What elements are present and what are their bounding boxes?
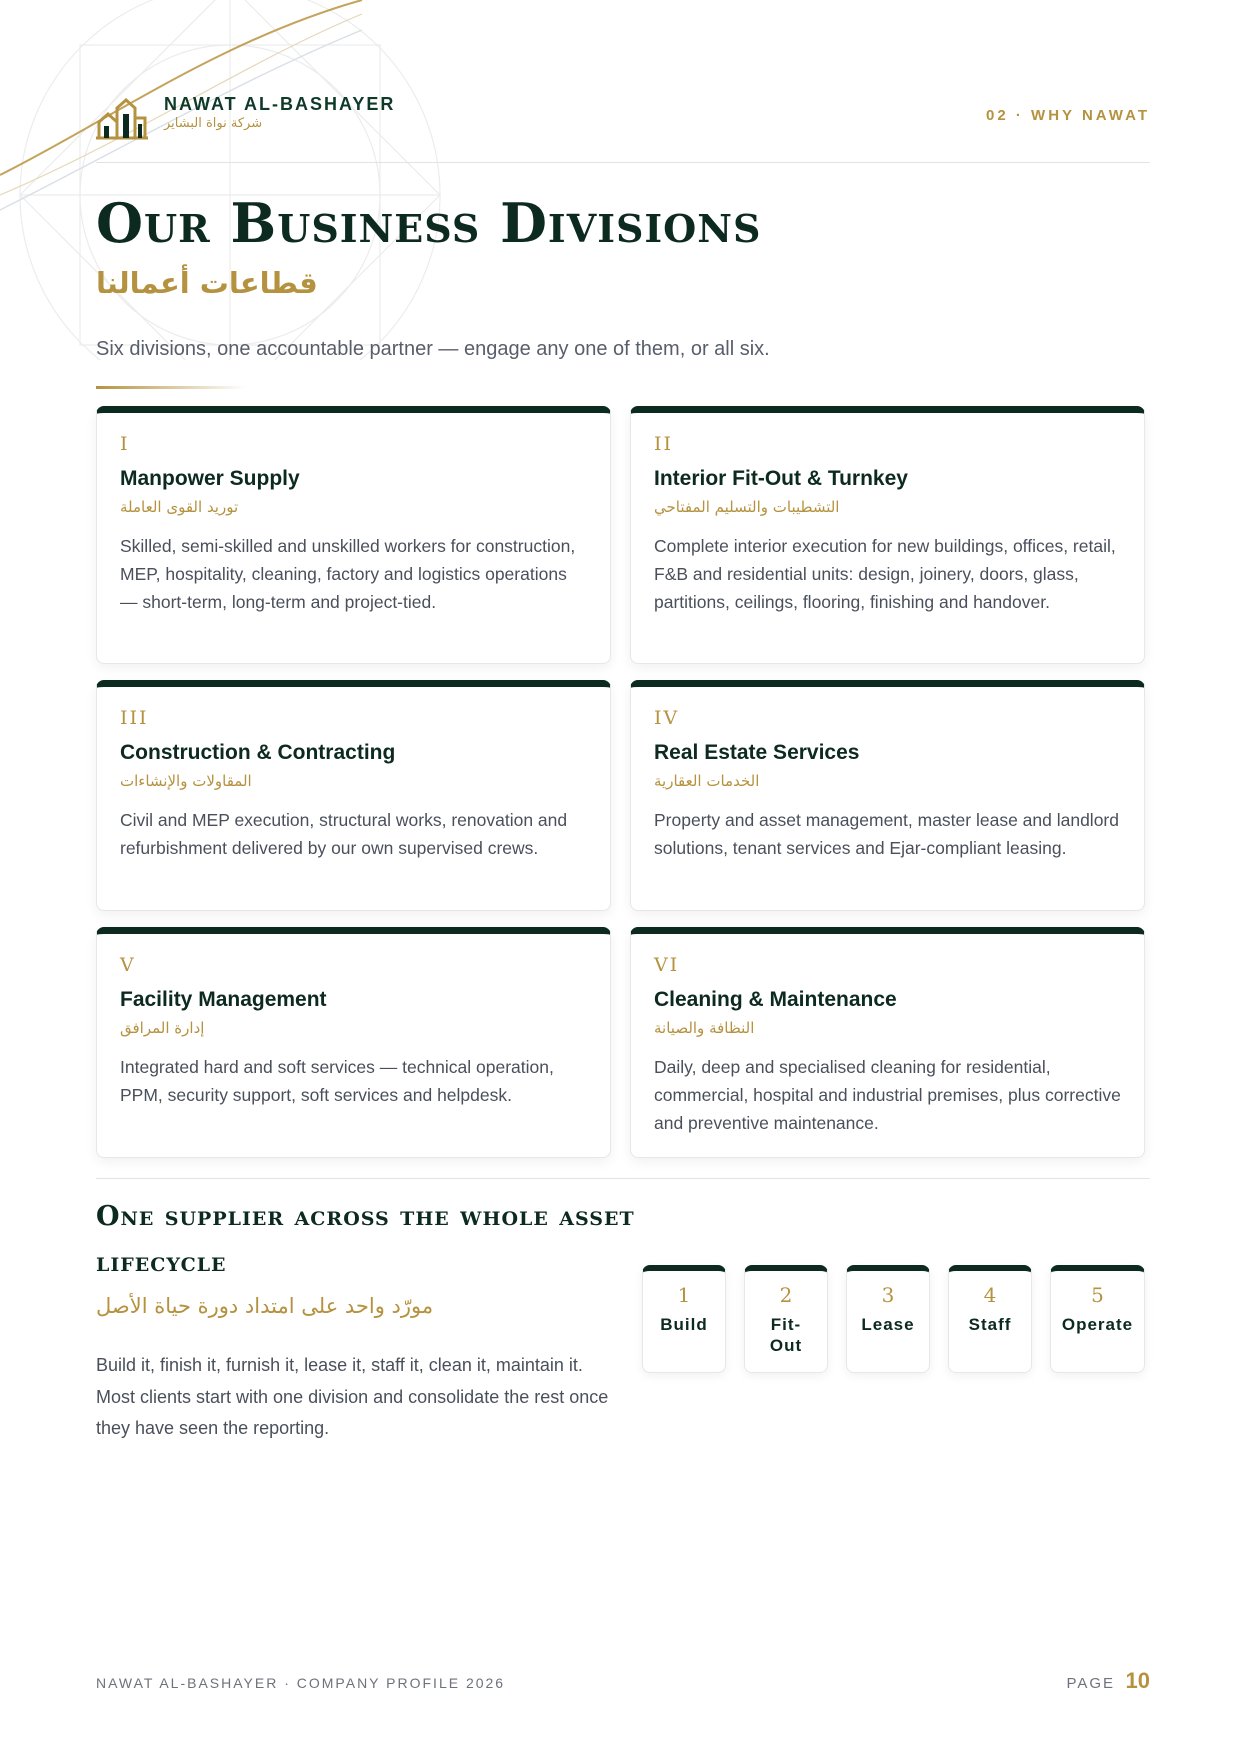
division-numeral: III (120, 707, 149, 729)
division-numeral: V (120, 954, 136, 976)
page-number: 10 (1125, 1668, 1150, 1693)
division-description: Daily, deep and specialised cleaning for residential, commercial, hospital and industrial premises, plus corrective and preventive maintenance. (654, 1057, 1121, 1134)
division-title-arabic: توريد القوى العاملة (120, 498, 239, 517)
step-number: 2 (779, 1283, 793, 1307)
division-title: Facility Management (120, 988, 327, 1011)
brand-name: NAWAT AL-BASHAYER (164, 94, 396, 114)
division-title: Cleaning & Maintenance (654, 988, 897, 1011)
division-card-manpower (96, 406, 611, 664)
division-card-interior (630, 406, 1145, 664)
division-title: Real Estate Services (654, 741, 860, 764)
step-label: Build (660, 1315, 708, 1334)
brand-name-arabic: شركة نواة البشاير (164, 116, 263, 131)
division-numeral: IV (654, 707, 680, 729)
footer-page-indicator (1066, 1668, 1150, 1694)
lifecycle-step-staff (948, 1265, 1032, 1373)
lifecycle-step-operate (1050, 1265, 1145, 1373)
step-label: Operate (1061, 1315, 1134, 1334)
step-label: Staff (968, 1315, 1012, 1334)
section-divider (96, 1178, 1150, 1179)
division-card-real-estate (630, 680, 1145, 911)
step-number: 3 (881, 1283, 895, 1307)
page-label: PAGE (1066, 1675, 1116, 1692)
accent-rule (96, 386, 246, 389)
decorative-geometry (0, 0, 460, 360)
section-tag: 02 · WHY NAWAT (986, 107, 1150, 124)
lifecycle-description: Build it, finish it, furnish it, lease it, staff it, clean it, maintain it. Most clients start with one division and consolidate the rest once they have seen the reporting. (96, 1355, 609, 1438)
division-numeral: VI (654, 954, 680, 976)
division-description: Skilled, semi-skilled and unskilled workers for construction, MEP, hospitality, cleaning, factory and logistics operations — short-term, long-term and project-tied. (120, 536, 576, 613)
division-numeral: I (120, 433, 130, 455)
lifecycle-title-arabic: مورّد واحد على امتداد دورة حياة الأصل (96, 1294, 434, 1318)
page-title: Our Business Divisions (96, 191, 762, 255)
division-card-construction (96, 680, 611, 911)
division-title-arabic: الخدمات العقارية (654, 772, 760, 791)
division-numeral: II (654, 433, 674, 455)
footer-document-title: NAWAT AL-BASHAYER · COMPANY PROFILE 2026 (96, 1675, 506, 1691)
lifecycle-step-fit-out (744, 1265, 828, 1373)
lifecycle-title: One supplier across the whole asset lifecycle (96, 1201, 635, 1278)
division-description: Civil and MEP execution, structural works, renovation and refurbishment delivered by our own supervised crews. (120, 810, 568, 859)
division-description: Property and asset management, master lease and landlord solutions, tenant services and Ejar-compliant leasing. (654, 810, 1119, 859)
step-label: Lease (861, 1315, 915, 1334)
division-title-arabic: إدارة المرافق (120, 1019, 205, 1038)
division-title-arabic: المقاولات والإنشاءات (120, 772, 252, 791)
company-logo-icon (96, 96, 148, 140)
lifecycle-step-lease (846, 1265, 930, 1373)
division-card-cleaning (630, 927, 1145, 1158)
division-title: Manpower Supply (120, 467, 300, 490)
division-title-arabic: النظافة والصيانة (654, 1019, 755, 1038)
step-number: 4 (983, 1283, 997, 1307)
header-divider (96, 162, 1150, 163)
division-title-arabic: التشطيبات والتسليم المفتاحي (654, 498, 840, 517)
step-label: Fit-Out (769, 1315, 803, 1355)
division-card-facility (96, 927, 611, 1158)
division-description: Complete interior execution for new buildings, offices, retail, F&B and residential units: design, joinery, doors, glass, partitions, ceilings, flooring, finishing and handover. (654, 536, 1116, 613)
page-title-arabic: قطاعات أعمالنا (96, 266, 318, 300)
step-number: 1 (677, 1283, 691, 1307)
lifecycle-step-build (642, 1265, 726, 1373)
division-title: Interior Fit-Out & Turnkey (654, 467, 908, 490)
division-description: Integrated hard and soft services — technical operation, PPM, security support, soft services and helpdesk. (120, 1057, 554, 1106)
step-number: 5 (1091, 1283, 1104, 1307)
division-title: Construction & Contracting (120, 741, 396, 764)
intro-lede: Six divisions, one accountable partner — engage any one of them, or all six. (96, 338, 770, 360)
